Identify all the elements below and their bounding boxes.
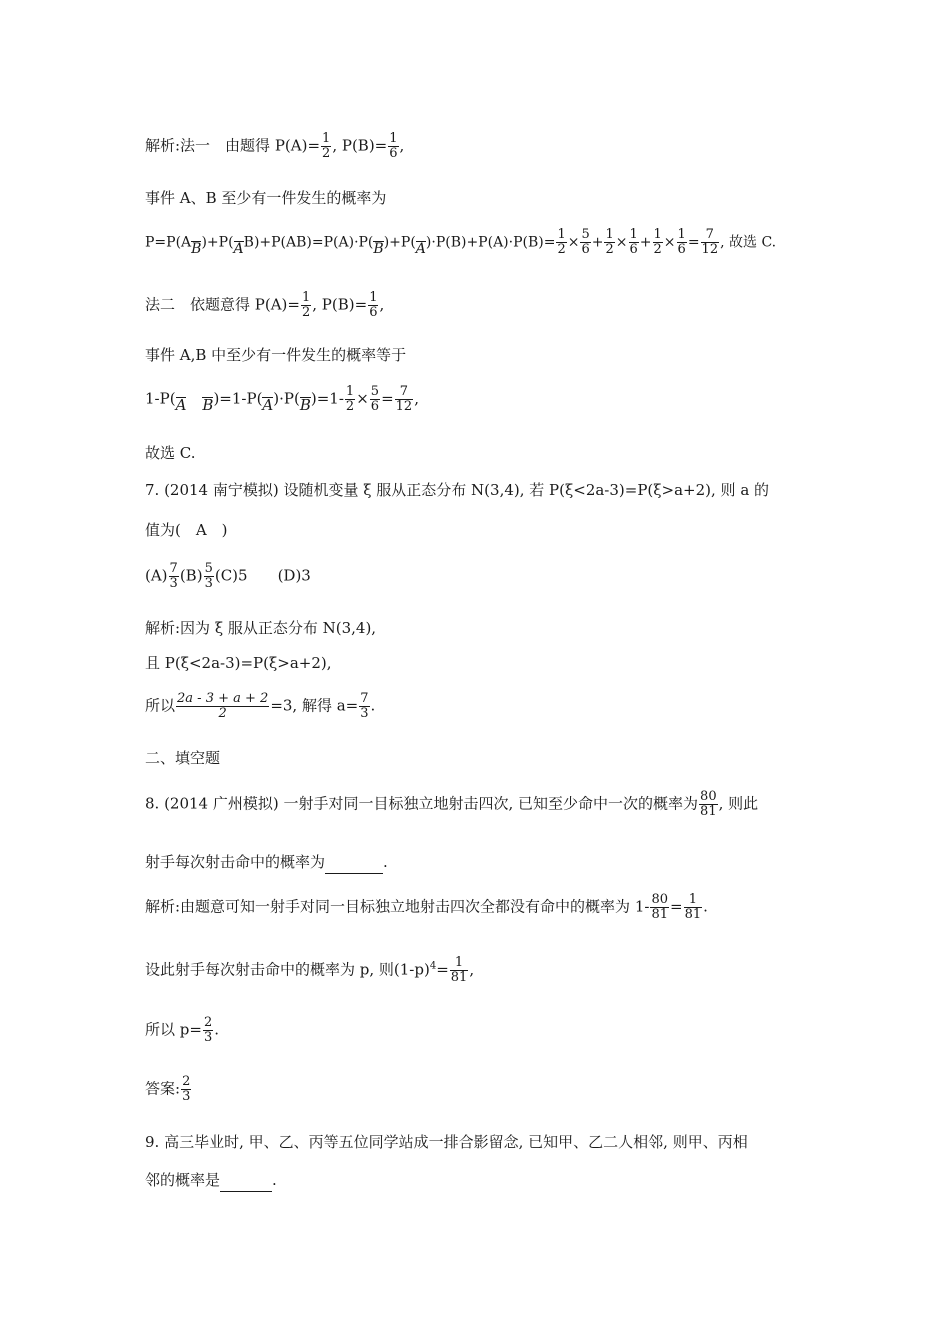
solution-paragraph: 设此射手每次射击命中的概率为 p, 则$(1-p)^4=$ $\frac{1}{81}$ , <box>145 955 475 985</box>
section-heading: 二、填空题 <box>145 749 221 767</box>
fraction: $\frac{5}{6}$ <box>370 384 380 414</box>
question-9-continued: 邻的概率是 . <box>145 1171 277 1192</box>
fraction: $\frac{2}{3}$ <box>182 1074 191 1104</box>
answer-line: 答案: $\frac{2}{3}$ <box>145 1074 191 1104</box>
question-7-answer: 值为( A ) <box>145 521 228 539</box>
fraction: $\frac{1}{2}$ <box>301 290 311 320</box>
question-7: 7. (2014 南宁模拟) 设随机变量 ξ 服从正态分布 N(3,4), 若 P(ξ<2a-3)=P(ξ>a+2), 则 a 的 <box>145 481 770 499</box>
fraction: $\frac{7}{3}$ <box>169 561 178 591</box>
fraction: $\frac{1}{6}$ <box>389 131 398 161</box>
fraction: $\frac{80}{81}$ <box>651 892 668 922</box>
paragraph: 事件 A,B 中至少有一件发生的概率等于 <box>145 346 407 364</box>
question-9: 9. 高三毕业时, 甲、乙、丙等五位同学站成一排合影留念, 已知甲、乙二人相邻, 则甲、丙相 <box>145 1133 748 1151</box>
fraction: $\frac{1}{2}$ <box>557 227 566 257</box>
complement-symbol: B <box>191 240 202 257</box>
fraction: $\frac{2a - 3 + a + 2}{2}$ <box>177 691 269 721</box>
solution-method-two: 法二 依题意得 P(A)= $\frac{1}{2}$ , P(B)= $\frac{1}{6}$ , <box>145 290 385 320</box>
answer-blank[interactable] <box>220 1173 272 1192</box>
fraction: $\frac{1}{81}$ <box>450 955 468 985</box>
fraction: $\frac{1}{2}$ <box>345 384 355 414</box>
complement-symbol: B <box>202 395 214 414</box>
paragraph: 事件 A、B 至少有一件发生的概率为 <box>145 189 387 207</box>
solution-method-one: 解析:法一 由题得 P(A)= $\frac{1}{2}$ , P(B)= $\frac{1}{6}$ , <box>145 131 405 161</box>
paragraph: 故选 C. <box>145 444 196 462</box>
complement-symbol: A <box>262 395 274 414</box>
solution-paragraph: 解析:由题意可知一射手对同一目标独立地射击四次全都没有命中的概率为 1- $\frac{80}{81}$ = $\frac{1}{81}$ . <box>145 892 708 922</box>
text: 解析:法一 由题得 P(A)= <box>145 136 321 155</box>
fraction: $\frac{1}{2}$ <box>322 131 331 161</box>
fraction: $\frac{80}{81}$ <box>700 789 717 819</box>
fraction: $\frac{5}{3}$ <box>204 561 213 591</box>
paragraph: 且 P(ξ<2a-3)=P(ξ>a+2), <box>145 654 332 672</box>
question-7-options: (A) $\frac{7}{3}$ (B) $\frac{5}{3}$ (C)5 (D)3 <box>145 561 311 591</box>
fraction: $\frac{2}{3}$ <box>203 1015 213 1045</box>
fraction: $\frac{1}{6}$ <box>369 290 378 320</box>
complement-symbol: B <box>299 395 311 414</box>
fraction: $\frac{1}{2}$ <box>605 227 614 257</box>
complement-formula: 1-P(A B)=1-P(A)·P(B)=1- $\frac{1}{2}$ × $\frac{5}{6}$ = $\frac{7}{12}$ , <box>145 384 419 414</box>
fraction: $\frac{1}{6}$ <box>677 227 686 257</box>
complement-symbol: A <box>175 395 187 414</box>
fraction: $\frac{1}{81}$ <box>684 892 702 922</box>
fraction: $\frac{7}{12}$ <box>701 227 719 257</box>
fraction: $\frac{7}{3}$ <box>360 691 369 721</box>
question-8-continued: 射手每次射击命中的概率为 . <box>145 853 388 874</box>
complement-symbol: A <box>233 240 244 257</box>
fraction: $\frac{5}{6}$ <box>581 227 590 257</box>
fraction: $\frac{1}{2}$ <box>653 227 662 257</box>
question-8: 8. (2014 广州模拟) 一射手对同一目标独立地射击四次, 已知至少命中一次的概率为 $\frac{80}{81}$ , 则此 <box>145 789 759 819</box>
solution-result: 所以 p= $\frac{2}{3}$ . <box>145 1015 220 1045</box>
solution-equation: 所以 $\frac{2a - 3 + a + 2}{2}$ =3, 解得 a= $\frac{7}{3}$ . <box>145 691 376 721</box>
fraction: $\frac{7}{12}$ <box>395 384 413 414</box>
paragraph: 解析:因为 ξ 服从正态分布 N(3,4), <box>145 619 377 637</box>
probability-formula: P=P(AB)+P(AB)+P(AB)=P(A)·P(B)+P(A)·P(B)+P(A)·P(B)= $\frac{1}{2}$ × $\frac{5}{6}$ + $\frac{1}{2}$ × $\frac{1}{6}$ + $\frac{1}{2}$ × $\frac{1}{6}$ = $\frac{7}{12}$ , 故选 C. <box>145 227 777 257</box>
complement-symbol: B <box>373 240 384 257</box>
fraction: $\frac{1}{6}$ <box>629 227 638 257</box>
complement-symbol: A <box>415 240 426 257</box>
answer-blank[interactable] <box>325 855 383 874</box>
